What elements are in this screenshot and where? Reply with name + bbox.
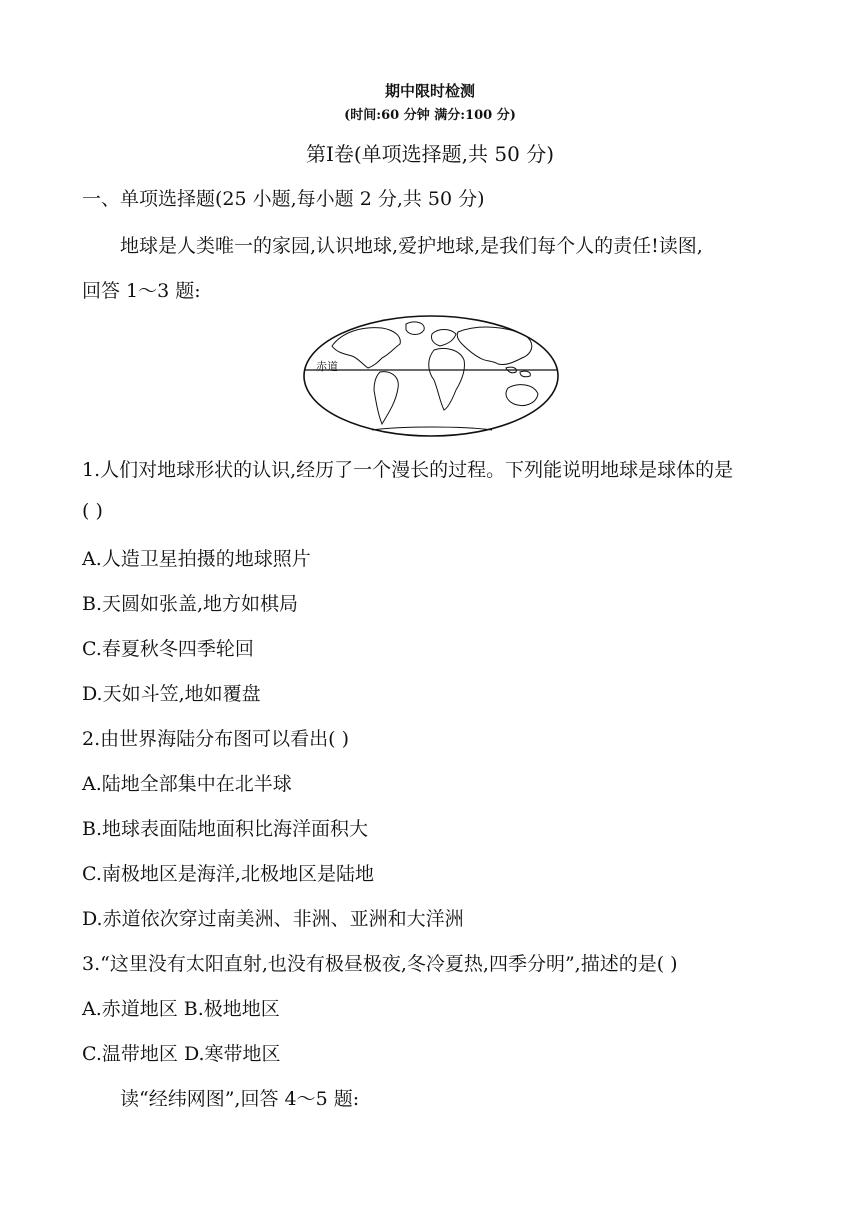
q2-option-d: D.赤道依次穿过南美洲、非洲、亚洲和大洋洲: [82, 908, 464, 930]
q3-options-ab: A.赤道地区 B.极地地区: [82, 998, 280, 1020]
part-heading: 一、单项选择题(25 小题,每小题 2 分,共 50 分): [82, 188, 485, 210]
q3-options-cd: C.温带地区 D.寒带地区: [82, 1043, 281, 1065]
q2-option-b: B.地球表面陆地面积比海洋面积大: [82, 818, 369, 840]
equator-label: 赤道: [316, 360, 338, 373]
world-map-icon: [302, 314, 560, 438]
q1-stem: 1.人们对地球形状的认识,经历了一个漫长的过程。下列能说明地球是球体的是: [82, 459, 734, 481]
q1-option-c: C.春夏秋冬四季轮回: [82, 638, 254, 660]
q2-option-c: C.南极地区是海洋,北极地区是陆地: [82, 863, 374, 885]
q1-option-d: D.天如斗笠,地如覆盘: [82, 683, 261, 705]
q3-stem: 3.“这里没有太阳直射,也没有极昼极夜,冬冷夏热,四季分明”,描述的是( ): [82, 953, 678, 975]
intro-line-1: 地球是人类唯一的家园,认识地球,爱护地球,是我们每个人的责任!读图,: [120, 235, 703, 257]
intro-2-line: 读“经纬网图”,回答 4～5 题:: [120, 1088, 360, 1110]
section-title: 第Ⅰ卷(单项选择题,共 50 分): [305, 142, 555, 166]
world-map-figure: [302, 314, 560, 438]
q1-answer-paren: ( ): [82, 500, 103, 522]
q2-stem: 2.由世界海陆分布图可以看出( ): [82, 728, 349, 750]
page-title: 期中限时检测: [384, 82, 475, 100]
exam-info: (时间:60 分钟 满分:100 分): [344, 108, 516, 123]
q2-option-a: A.陆地全部集中在北半球: [82, 773, 292, 795]
q1-option-a: A.人造卫星拍摄的地球照片: [82, 548, 311, 570]
intro-line-2: 回答 1～3 题:: [82, 280, 201, 302]
q1-option-b: B.天圆如张盖,地方如棋局: [82, 593, 299, 615]
